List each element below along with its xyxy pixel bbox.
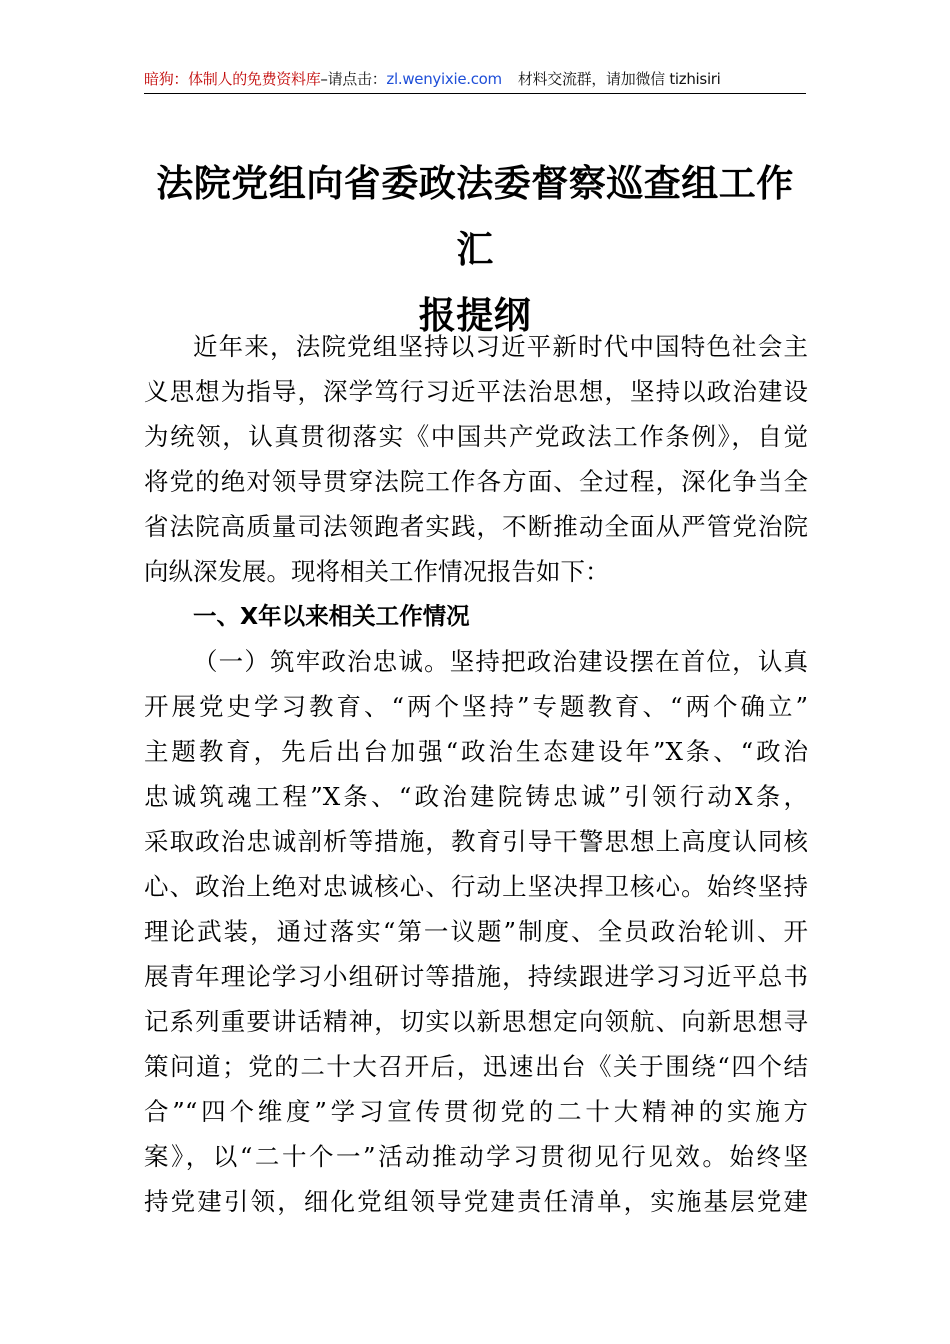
title-line-2: 报提纲: [418, 293, 532, 337]
section-line: 持党建引领，细化党组领导党建责任清单，实施基层党建: [144, 1187, 808, 1216]
section-line: 策问道；党的二十大召开后，迅速出台《关于围绕“四个结: [144, 1052, 808, 1081]
section-line: 主题教育，先后出台加强“政治生态建设年”X条、“政治: [144, 737, 808, 766]
header-wechat-note: 材料交流群，请加微信 tizhisiri: [517, 70, 721, 88]
intro-line: 近年来，法院党组坚持以习近平新时代中国特色社会主: [193, 332, 808, 361]
intro-line: 向纵深发展。现将相关工作情况报告如下：: [144, 557, 610, 586]
title-line-1: 法院党组向省委政法委督察巡查组工作汇: [156, 161, 794, 271]
section-line: 采取政治忠诚剖析等措施，教育引导干警思想上高度认同核: [144, 827, 808, 856]
document-title: [144, 150, 806, 348]
section-line: 展青年理论学习小组研讨等措施，持续跟进学习习近平总书: [144, 962, 808, 991]
section-line: 理论武装，通过落实“第一议题”制度、全员政治轮训、开: [144, 917, 808, 946]
intro-line: 义思想为指导，深学笃行习近平法治思想，坚持以政治建设: [144, 377, 808, 406]
section-line: 开展党史学习教育、“两个坚持”专题教育、“两个确立”: [144, 692, 808, 721]
header-brand: 暗狗：体制人的免费资料库: [144, 70, 321, 88]
section-line: 案》，以“二十个一”活动推动学习贯彻见行见效。始终坚: [144, 1142, 808, 1171]
section-line: 忠诚筑魂工程”X条、“政治建院铸忠诚”引领行动X条，: [144, 782, 808, 811]
header-cta: –请点击：: [320, 70, 387, 88]
section-line: 合”“四个维度”学习宣传贯彻党的二十大精神的实施方: [144, 1097, 808, 1126]
intro-line: 为统领，认真贯彻落实《中国共产党政法工作条例》，自觉: [144, 422, 808, 451]
section-heading: 一、X年以来相关工作情况: [193, 602, 470, 630]
document-body: [144, 324, 808, 1224]
header-url-link[interactable]: zl.wenyixie.com: [386, 70, 502, 88]
intro-line: 将党的绝对领导贯穿法院工作各方面、全过程，深化争当全: [144, 467, 808, 496]
intro-line: 省法院高质量司法领跑者实践，不断推动全面从严管党治院: [144, 512, 808, 541]
section-line: 记系列重要讲话精神，切实以新思想定向领航、向新思想寻: [144, 1007, 808, 1036]
header-divider: [144, 93, 806, 94]
section-line: （一）筑牢政治忠诚。坚持把政治建设摆在首位，认真: [193, 647, 808, 676]
section-line: 心、政治上绝对忠诚核心、行动上坚决捍卫核心。始终坚持: [144, 872, 808, 901]
